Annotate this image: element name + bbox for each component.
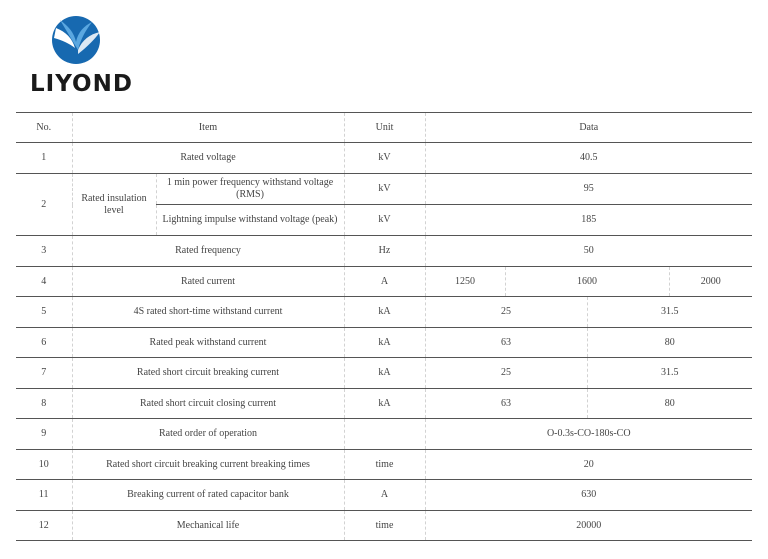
row-data: 95 xyxy=(425,174,752,205)
liyond-logo-icon xyxy=(48,14,104,66)
row-unit: A xyxy=(344,480,425,511)
row-data: 20 xyxy=(425,450,752,480)
row-data: 40.5 xyxy=(425,143,752,174)
row-data: 20000 xyxy=(425,511,752,541)
row-data-b: 80 xyxy=(587,389,752,419)
row-data-b: 31.5 xyxy=(587,358,752,389)
row-unit xyxy=(344,419,425,450)
header-item: Item xyxy=(72,113,344,143)
row-data-a: 25 xyxy=(425,297,587,328)
liyond-logo xyxy=(30,14,133,97)
row-item: 1 min power frequency withstand voltage (RMS) xyxy=(156,174,344,205)
table-row xyxy=(16,174,752,205)
row-no: 8 xyxy=(16,389,72,419)
table-row xyxy=(16,480,752,511)
row-no: 5 xyxy=(16,297,72,328)
row-unit: kA xyxy=(344,358,425,389)
table-row xyxy=(16,143,752,174)
row-item: Rated short circuit breaking current xyxy=(72,358,344,389)
brand-name: LIYOND xyxy=(30,71,133,97)
row-no: 4 xyxy=(16,267,72,297)
table-row xyxy=(16,511,752,541)
row-data-b: 80 xyxy=(587,328,752,358)
table-row xyxy=(16,419,752,450)
row-no: 12 xyxy=(16,511,72,541)
row-data: O-0.3s-CO-180s-CO xyxy=(425,419,752,450)
table-row xyxy=(16,328,752,358)
row-data-1250: 1250 xyxy=(425,267,505,297)
row-unit: time xyxy=(344,450,425,480)
row-item: Breaking current of rated capacitor bank xyxy=(72,480,344,511)
table-header-row xyxy=(16,113,752,143)
table-row xyxy=(16,297,752,328)
row-data: 50 xyxy=(425,236,752,267)
row-item: Rated current xyxy=(72,267,344,297)
row-item: Rated short circuit closing current xyxy=(72,389,344,419)
header-no: No. xyxy=(16,113,72,143)
row-item: Lightning impulse withstand voltage (peak) xyxy=(156,205,344,236)
row-unit: kV xyxy=(344,174,425,205)
row-data: 185 xyxy=(425,205,752,236)
row-no: 10 xyxy=(16,450,72,480)
table-row xyxy=(16,236,752,267)
row-unit: kV xyxy=(344,205,425,236)
row-data-1600: 1600 xyxy=(505,267,669,297)
row-data-2000: 2000 xyxy=(669,267,752,297)
row-data-a: 25 xyxy=(425,358,587,389)
row-item: Rated voltage xyxy=(72,143,344,174)
row-no: 11 xyxy=(16,480,72,511)
row-no: 2 xyxy=(16,174,72,236)
row-data-b: 31.5 xyxy=(587,297,752,328)
row-no: 1 xyxy=(16,143,72,174)
specification-table xyxy=(16,112,752,541)
row-no: 7 xyxy=(16,358,72,389)
row-no: 6 xyxy=(16,328,72,358)
row-no: 9 xyxy=(16,419,72,450)
row-no: 3 xyxy=(16,236,72,267)
row-unit: A xyxy=(344,267,425,297)
row-item: Rated order of operation xyxy=(72,419,344,450)
row-unit: kA xyxy=(344,389,425,419)
table-row xyxy=(16,358,752,389)
table-row xyxy=(16,450,752,480)
header-unit: Unit xyxy=(344,113,425,143)
row-data: 630 xyxy=(425,480,752,511)
row-unit: kV xyxy=(344,143,425,174)
row-item: Mechanical life xyxy=(72,511,344,541)
row-unit: time xyxy=(344,511,425,541)
row-item: Rated frequency xyxy=(72,236,344,267)
row-data-a: 63 xyxy=(425,328,587,358)
row-item: Rated short circuit breaking current breaking times xyxy=(72,450,344,480)
row-unit: Hz xyxy=(344,236,425,267)
row-group-label: Rated insulation level xyxy=(72,174,156,236)
row-item: 4S rated short-time withstand current xyxy=(72,297,344,328)
row-data-a: 63 xyxy=(425,389,587,419)
header-data: Data xyxy=(425,113,752,143)
row-unit: kA xyxy=(344,328,425,358)
row-unit: kA xyxy=(344,297,425,328)
table-row xyxy=(16,267,752,297)
row-item: Rated peak withstand current xyxy=(72,328,344,358)
table-row xyxy=(16,389,752,419)
